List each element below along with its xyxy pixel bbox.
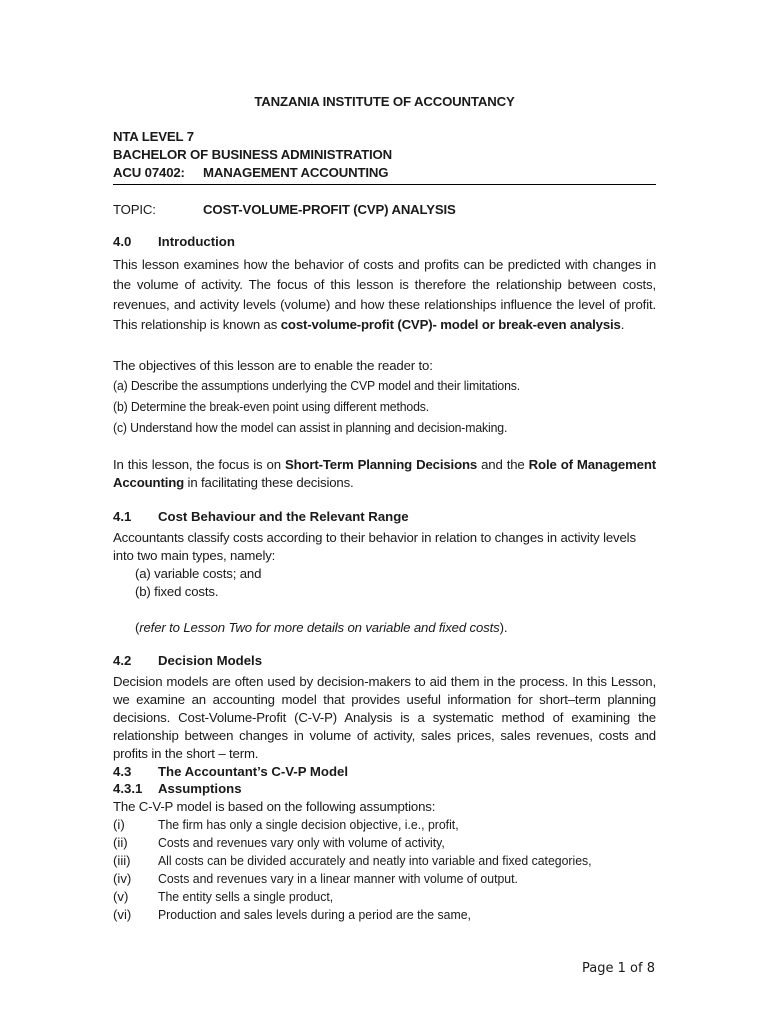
assumption-number: (ii) — [113, 835, 128, 850]
focus-text: and the — [477, 457, 529, 472]
assumption-number: (iv) — [113, 871, 132, 886]
topic-label: TOPIC: — [113, 202, 156, 217]
assumption-number: (i) — [113, 817, 125, 832]
list-item: (a) variable costs; and — [135, 566, 262, 581]
focus-bold-term: Short-Term Planning Decisions — [284, 457, 478, 472]
objective-item: (c) Understand how the model can assist in planning and decision-making. — [113, 420, 508, 435]
objectives-intro: The objectives of this lesson are to enable the reader to: — [113, 358, 433, 373]
focus-text: In this lesson, the focus is on — [113, 457, 285, 472]
focus-text: in facilitating these decisions. — [184, 475, 354, 490]
reference-text: refer to Lesson Two for more details on variable and fixed costs — [139, 620, 500, 635]
header-divider — [113, 184, 656, 185]
section-number: 4.1 — [113, 509, 132, 524]
intro-paragraph — [113, 255, 656, 335]
intro-text: This lesson examines how the behavior of costs and profits can be predicted with changes in the volume of activity. The focus of this lesson is therefore the relationship between costs, revenues, and activity levels (volume) and how these relationships influence the level of profit. This relationship is known as — [113, 257, 656, 332]
section-title: Cost Behaviour and the Relevant Range — [158, 509, 409, 524]
course-name: MANAGEMENT ACCOUNTING — [203, 165, 389, 180]
objective-item: (b) Determine the break-even point using different methods. — [113, 399, 430, 414]
assumption-number: (iii) — [113, 853, 131, 868]
reference-close: ). — [499, 620, 508, 635]
subsection-number: 4.3.1 — [113, 781, 143, 796]
assumption-text: The entity sells a single product, — [158, 889, 334, 904]
decision-models-paragraph: Decision models are often used by decision-makers to aid them in the process. In this Lesson, we examine an accounting model that provides useful information for short–term planning decisions. Cost-Volume-Profit (C-V-P) Analysis is a systematic method of examining the relationship between changes in volume of activity, sales prices, sales revenues, costs and profits in the short – term. — [113, 674, 656, 761]
section-number: 4.0 — [113, 234, 132, 249]
focus-bold-term: Role of Management Accounting — [113, 457, 656, 490]
topic-line — [113, 201, 656, 219]
assumption-text: Costs and revenues vary only with volume of activity, — [158, 835, 445, 850]
intro-bold-term: cost-volume-profit (CVP)- model or break-even analysis — [280, 317, 621, 332]
assumption-number: (vi) — [113, 907, 132, 922]
programme-name: BACHELOR OF BUSINESS ADMINISTRATION — [113, 147, 393, 162]
section-title: The Accountant’s C-V-P Model — [158, 764, 349, 779]
reference-note — [135, 619, 678, 637]
focus-paragraph — [113, 456, 656, 492]
nta-level: NTA LEVEL 7 — [113, 129, 194, 144]
assumption-number: (v) — [113, 889, 129, 904]
objective-item: (a) Describe the assumptions underlying the CVP model and their limitations. — [113, 378, 521, 393]
assumption-text: All costs can be divided accurately and neatly into variable and fixed categories, — [158, 853, 592, 868]
assumptions-intro: The C-V-P model is based on the following assumptions: — [113, 799, 436, 814]
assumption-text: Costs and revenues vary in a linear manner with volume of output. — [158, 871, 518, 886]
section-number: 4.2 — [113, 653, 132, 668]
page-number: Page 1 of 8 — [582, 961, 655, 976]
institute-title: TANZANIA INSTITUTE OF ACCOUNTANCY — [254, 94, 515, 109]
cost-behaviour-paragraph: Accountants classify costs according to their behavior in relation to changes in activity levels into two main types, namely: — [113, 530, 636, 563]
assumption-text: Production and sales levels during a period are the same, — [158, 907, 471, 922]
list-item: (b) fixed costs. — [135, 584, 219, 599]
intro-end: . — [620, 317, 625, 332]
course-line — [113, 164, 656, 182]
section-number: 4.3 — [113, 764, 132, 779]
assumption-text: The firm has only a single decision objective, i.e., profit, — [158, 817, 459, 832]
section-title: Decision Models — [158, 653, 263, 668]
section-title: Introduction — [158, 234, 235, 249]
course-code: ACU 07402: — [113, 165, 185, 180]
subsection-title: Assumptions — [158, 781, 242, 796]
reference-open: ( — [135, 620, 140, 635]
topic-title: COST-VOLUME-PROFIT (CVP) ANALYSIS — [203, 202, 456, 217]
